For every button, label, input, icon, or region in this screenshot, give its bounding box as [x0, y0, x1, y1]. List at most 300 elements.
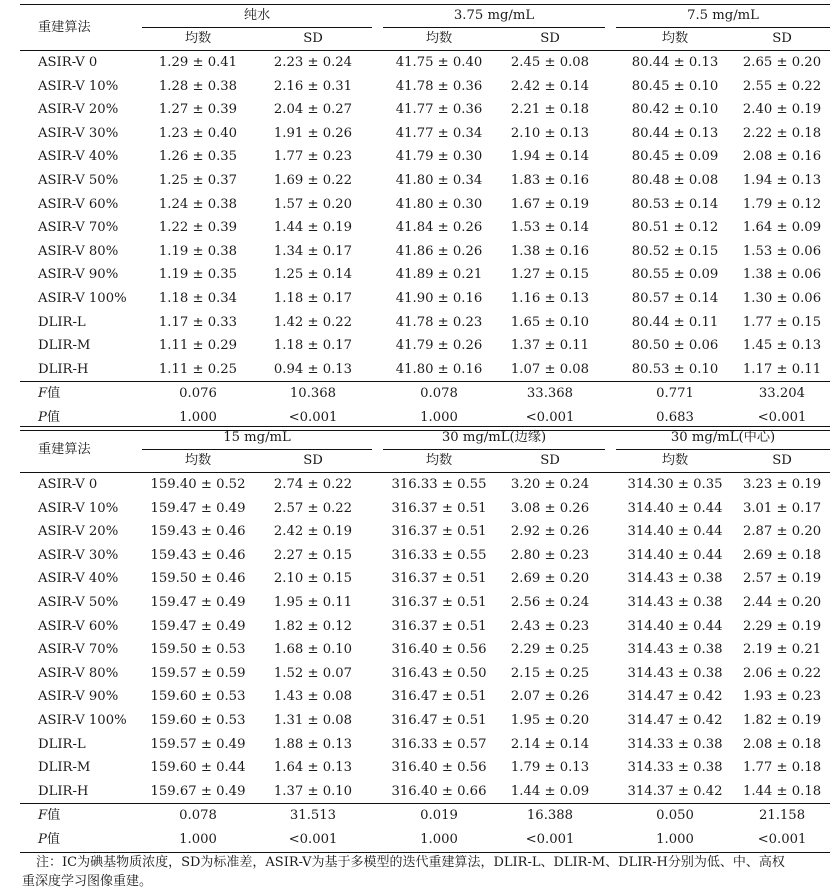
- table-cell: 316.33 ± 0.55: [391, 477, 487, 492]
- group-gap: [605, 358, 616, 382]
- table-cell: 314.30 ± 0.35: [627, 477, 723, 492]
- footnote-line-1: 注：IC为碘基物质浓度，SD为标准差，ASIR-V为基于多模型的迭代重建算法，DLIR-L、DLIR-M、DLIR-H分别为低、中、高权: [36, 855, 785, 870]
- table-cell: 80.45 ± 0.09: [631, 149, 719, 165]
- group-gap: [605, 591, 616, 615]
- table-cell: 316.33 ± 0.55: [391, 547, 487, 563]
- group-gap: [372, 804, 383, 828]
- table-cell: 314.43 ± 0.38: [627, 571, 723, 587]
- table-cell: 1.28 ± 0.38: [158, 78, 238, 94]
- table-cell: 1.69 ± 0.22: [273, 172, 353, 188]
- group-gap: [605, 497, 616, 521]
- stat-cell: 0.078: [383, 382, 495, 406]
- table-cell: 1.82 ± 0.19: [742, 712, 822, 728]
- table-cell: 314.43 ± 0.38: [627, 594, 723, 610]
- table-cell: 2.10 ± 0.15: [273, 571, 353, 587]
- table-row: [20, 662, 830, 686]
- table-cell: 1.38 ± 0.06: [742, 267, 822, 283]
- table-row: [20, 615, 830, 639]
- table-cell: 1.68 ± 0.10: [273, 642, 353, 658]
- row-label: ASIR-V 60%: [38, 618, 119, 634]
- table-cell: 2.74 ± 0.22: [273, 477, 353, 492]
- group-gap: [605, 662, 616, 686]
- table-cell: 80.50 ± 0.06: [631, 338, 719, 354]
- group-gap: [372, 591, 383, 615]
- row-label: ASIR-V 100%: [38, 712, 127, 728]
- group-gap: [605, 450, 616, 473]
- table-cell: 1.42 ± 0.22: [273, 314, 353, 330]
- group-gap: [372, 240, 383, 264]
- table-bottom: [20, 426, 830, 853]
- table-cell: 1.82 ± 0.12: [273, 618, 353, 634]
- table-row: [20, 473, 830, 497]
- stat-cell: 16.388: [495, 804, 605, 828]
- table-cell: 159.43 ± 0.46: [150, 547, 246, 563]
- table-cell: 2.56 ± 0.24: [510, 594, 590, 610]
- table-row: [20, 75, 830, 99]
- sub-header-sd: SD: [254, 450, 372, 473]
- table-cell: 314.33 ± 0.38: [627, 760, 723, 776]
- group-gap: [605, 263, 616, 287]
- table-cell: 1.95 ± 0.20: [510, 712, 590, 728]
- table-cell: 1.19 ± 0.35: [158, 267, 238, 283]
- stat-cell: 33.368: [495, 382, 605, 406]
- table-cell: 1.65 ± 0.10: [510, 314, 590, 330]
- table-cell: 2.42 ± 0.14: [510, 78, 590, 94]
- table-cell: 1.94 ± 0.13: [742, 172, 822, 188]
- table-cell: 314.33 ± 0.38: [627, 736, 723, 752]
- row-label: ASIR-V 60%: [38, 196, 119, 212]
- table-cell: 1.95 ± 0.11: [273, 594, 353, 610]
- group-gap: [372, 169, 383, 193]
- table-row: [20, 733, 830, 757]
- table-cell: 80.51 ± 0.12: [631, 220, 719, 236]
- table-cell: 2.43 ± 0.23: [510, 618, 590, 634]
- sub-header-mean: 均数: [142, 28, 254, 51]
- table-cell: 2.10 ± 0.13: [510, 125, 590, 141]
- stat-cell: 1.000: [142, 406, 254, 430]
- table-cell: 1.77 ± 0.18: [742, 760, 822, 776]
- table-row: [20, 544, 830, 568]
- table-cell: 2.15 ± 0.25: [510, 665, 590, 681]
- group-gap: [605, 193, 616, 217]
- table-cell: 316.47 ± 0.51: [391, 712, 487, 728]
- table-cell: 1.24 ± 0.38: [158, 196, 238, 212]
- table-cell: 2.27 ± 0.15: [273, 547, 353, 563]
- stat-cell: 33.204: [734, 382, 830, 406]
- sub-header-sd: SD: [734, 28, 830, 51]
- row-label: ASIR-V 20%: [38, 102, 119, 118]
- group-gap: [372, 311, 383, 335]
- row-label: ASIR-V 90%: [38, 267, 119, 283]
- table-cell: 1.27 ± 0.15: [510, 267, 590, 283]
- row-label: ASIR-V 70%: [38, 642, 119, 658]
- group-gap: [605, 615, 616, 639]
- group-gap: [372, 98, 383, 122]
- table-cell: 314.40 ± 0.44: [627, 547, 723, 563]
- table-cell: 2.45 ± 0.08: [510, 55, 590, 70]
- table-row: [20, 497, 830, 521]
- table-cell: 159.47 ± 0.49: [150, 500, 246, 516]
- group-gap: [372, 828, 383, 852]
- group-gap: [605, 216, 616, 240]
- table-cell: 2.44 ± 0.20: [742, 594, 822, 610]
- table-cell: 316.47 ± 0.51: [391, 689, 487, 705]
- stat-cell: <0.001: [734, 406, 830, 430]
- table-cell: 2.04 ± 0.27: [273, 102, 353, 118]
- table-row: [20, 240, 830, 264]
- table-cell: 1.29 ± 0.41: [158, 55, 238, 70]
- table-cell: 316.40 ± 0.56: [391, 760, 487, 776]
- table-cell: 1.26 ± 0.35: [158, 149, 238, 165]
- table-cell: 41.79 ± 0.30: [395, 149, 483, 165]
- stats-row: [20, 804, 830, 828]
- stat-cell: 0.683: [616, 406, 734, 430]
- table-cell: 159.40 ± 0.52: [150, 477, 246, 492]
- group-gap: [372, 520, 383, 544]
- table-cell: 316.37 ± 0.51: [391, 571, 487, 587]
- group-gap: [372, 216, 383, 240]
- sub-header-mean: 均数: [383, 28, 495, 51]
- group-gap: [605, 709, 616, 733]
- table-row: [20, 756, 830, 780]
- sub-header-sd: SD: [495, 28, 605, 51]
- group-gap: [372, 662, 383, 686]
- group-gap: [372, 733, 383, 757]
- table-cell: 316.40 ± 0.66: [391, 783, 487, 799]
- group-gap: [372, 263, 383, 287]
- group-gap: [605, 75, 616, 99]
- stat-cell: 1.000: [383, 828, 495, 852]
- header-row-sub: [20, 450, 830, 473]
- group-gap: [605, 28, 616, 51]
- stat-label: F值: [20, 804, 142, 828]
- group-gap: [372, 145, 383, 169]
- group-gap: [372, 334, 383, 358]
- stat-cell: 0.050: [616, 804, 734, 828]
- table-cell: 3.20 ± 0.24: [510, 477, 590, 492]
- header-row-groups: [20, 427, 830, 450]
- table-cell: 1.53 ± 0.14: [510, 220, 590, 236]
- table-cell: 316.37 ± 0.51: [391, 524, 487, 540]
- table-cell: 1.37 ± 0.10: [273, 783, 353, 799]
- stat-label: P值: [20, 828, 142, 852]
- table-cell: 1.11 ± 0.25: [158, 361, 238, 377]
- table-cell: 1.07 ± 0.08: [510, 361, 590, 377]
- table-cell: 1.27 ± 0.39: [158, 102, 238, 118]
- table-cell: 41.78 ± 0.23: [395, 314, 483, 330]
- table-row: [20, 216, 830, 240]
- table-cell: 316.43 ± 0.50: [391, 665, 487, 681]
- stat-cell: 0.078: [142, 804, 254, 828]
- table-cell: 159.57 ± 0.49: [150, 736, 246, 752]
- table-cell: 80.42 ± 0.10: [631, 102, 719, 118]
- sub-header-sd: SD: [254, 28, 372, 51]
- group-gap: [372, 287, 383, 311]
- table-cell: 2.69 ± 0.20: [510, 571, 590, 587]
- group-gap: [372, 780, 383, 804]
- table-cell: 1.23 ± 0.40: [158, 125, 238, 141]
- sub-header-mean: 均数: [616, 28, 734, 51]
- table-cell: 1.17 ± 0.11: [742, 361, 822, 377]
- table-row: [20, 334, 830, 358]
- group-gap: [605, 311, 616, 335]
- row-label: ASIR-V 70%: [38, 220, 119, 236]
- table-cell: 80.53 ± 0.10: [631, 361, 719, 377]
- row-label: ASIR-V 100%: [38, 290, 127, 306]
- table-cell: 80.53 ± 0.14: [631, 196, 719, 212]
- table-row: [20, 311, 830, 335]
- table-cell: 2.22 ± 0.18: [742, 125, 822, 141]
- table-cell: 80.52 ± 0.15: [631, 243, 719, 259]
- table-cell: 41.80 ± 0.30: [395, 196, 483, 212]
- table-cell: 159.50 ± 0.53: [150, 642, 246, 658]
- table-cell: 41.78 ± 0.36: [395, 78, 483, 94]
- row-label: DLIR-H: [38, 361, 89, 377]
- group-gap: [372, 685, 383, 709]
- table-cell: 0.94 ± 0.13: [273, 361, 353, 377]
- group-gap: [605, 427, 616, 450]
- stat-cell: 0.771: [616, 382, 734, 406]
- table-row: [20, 98, 830, 122]
- group-gap: [605, 780, 616, 804]
- stat-cell: 31.513: [254, 804, 372, 828]
- table-cell: 2.80 ± 0.23: [510, 547, 590, 563]
- table-cell: 316.37 ± 0.51: [391, 500, 487, 516]
- row-label: ASIR-V 30%: [38, 125, 119, 141]
- table-cell: 316.33 ± 0.57: [391, 736, 487, 752]
- row-label: ASIR-V 0: [38, 477, 98, 492]
- table-cell: 1.67 ± 0.19: [510, 196, 590, 212]
- table-cell: 1.94 ± 0.14: [510, 149, 590, 165]
- table-cell: 80.44 ± 0.13: [631, 55, 719, 70]
- table-cell: 2.55 ± 0.22: [742, 78, 822, 94]
- table-cell: 2.07 ± 0.26: [510, 689, 590, 705]
- group-gap: [605, 828, 616, 852]
- row-label: ASIR-V 0: [38, 55, 98, 70]
- table-cell: 159.57 ± 0.59: [150, 665, 246, 681]
- table-cell: 1.16 ± 0.13: [510, 290, 590, 306]
- row-label: ASIR-V 40%: [38, 149, 119, 165]
- table-cell: 159.47 ± 0.49: [150, 618, 246, 634]
- sub-header-sd: SD: [734, 450, 830, 473]
- table-cell: 1.93 ± 0.23: [742, 689, 822, 705]
- table-cell: 41.80 ± 0.16: [395, 361, 483, 377]
- table-cell: 3.08 ± 0.26: [510, 500, 590, 516]
- table-cell: 2.19 ± 0.21: [742, 642, 822, 658]
- row-label: ASIR-V 30%: [38, 547, 119, 563]
- stat-cell: <0.001: [495, 828, 605, 852]
- group-header: 7.5 mg/mL: [616, 5, 830, 28]
- table-cell: 316.40 ± 0.56: [391, 642, 487, 658]
- table-cell: 2.57 ± 0.19: [742, 571, 822, 587]
- group-header: 30 mg/mL(边缘): [383, 427, 605, 450]
- stat-cell: 0.019: [383, 804, 495, 828]
- table-cell: 2.08 ± 0.18: [742, 736, 822, 752]
- table-cell: 1.43 ± 0.08: [273, 689, 353, 705]
- group-gap: [372, 358, 383, 382]
- table-cell: 1.64 ± 0.13: [273, 760, 353, 776]
- group-gap: [372, 5, 383, 28]
- table-cell: 1.17 ± 0.33: [158, 314, 238, 330]
- group-gap: [372, 193, 383, 217]
- table-row: [20, 709, 830, 733]
- group-gap: [605, 804, 616, 828]
- group-gap: [605, 334, 616, 358]
- table-cell: 316.37 ± 0.51: [391, 594, 487, 610]
- group-gap: [372, 28, 383, 51]
- table-cell: 2.21 ± 0.18: [510, 102, 590, 118]
- table-row: [20, 685, 830, 709]
- group-gap: [605, 169, 616, 193]
- group-gap: [605, 733, 616, 757]
- group-gap: [372, 51, 383, 75]
- table-cell: 314.37 ± 0.42: [627, 783, 723, 799]
- group-gap: [372, 709, 383, 733]
- group-gap: [605, 685, 616, 709]
- table-cell: 2.23 ± 0.24: [273, 55, 353, 70]
- row-label: ASIR-V 80%: [38, 243, 119, 259]
- row-label: ASIR-V 50%: [38, 594, 119, 610]
- table-cell: 2.40 ± 0.19: [742, 102, 822, 118]
- table-cell: 3.01 ± 0.17: [742, 500, 822, 516]
- group-gap: [372, 473, 383, 497]
- table-cell: 1.52 ± 0.07: [273, 665, 353, 681]
- header-row-sub: [20, 28, 830, 51]
- table-cell: 1.91 ± 0.26: [273, 125, 353, 141]
- row-label: ASIR-V 10%: [38, 78, 119, 94]
- row-label: ASIR-V 10%: [38, 500, 119, 516]
- table-cell: 41.86 ± 0.26: [395, 243, 483, 259]
- table-cell: 159.43 ± 0.46: [150, 524, 246, 540]
- table-row: [20, 193, 830, 217]
- group-gap: [372, 450, 383, 473]
- sub-header-mean: 均数: [142, 450, 254, 473]
- group-gap: [372, 567, 383, 591]
- table-cell: 41.77 ± 0.36: [395, 102, 483, 118]
- row-label: ASIR-V 80%: [38, 665, 119, 681]
- group-gap: [372, 382, 383, 406]
- table-cell: 41.77 ± 0.34: [395, 125, 483, 141]
- group-gap: [372, 544, 383, 568]
- group-gap: [372, 638, 383, 662]
- footnote-line-2: 重深度学习图像重建。: [22, 874, 153, 889]
- table-cell: 1.44 ± 0.09: [510, 783, 590, 799]
- table-cell: 159.50 ± 0.46: [150, 571, 246, 587]
- stat-cell: <0.001: [254, 828, 372, 852]
- group-header: 15 mg/mL: [142, 427, 372, 450]
- group-gap: [605, 567, 616, 591]
- table-row: [20, 169, 830, 193]
- table-cell: 80.48 ± 0.08: [631, 172, 719, 188]
- table-cell: 1.44 ± 0.18: [742, 783, 822, 799]
- table-row: [20, 358, 830, 382]
- table-cell: 80.57 ± 0.14: [631, 290, 719, 306]
- stat-cell: 21.158: [734, 804, 830, 828]
- group-gap: [605, 145, 616, 169]
- group-header: 纯水: [142, 5, 372, 28]
- table-cell: 1.19 ± 0.38: [158, 243, 238, 259]
- stat-label: F值: [20, 382, 142, 406]
- row-label: DLIR-L: [38, 314, 86, 330]
- row-label: DLIR-M: [38, 338, 91, 354]
- stats-row: [20, 382, 830, 406]
- table-cell: 1.57 ± 0.20: [273, 196, 353, 212]
- stat-cell: 1.000: [616, 828, 734, 852]
- table-cell: 1.77 ± 0.23: [273, 149, 353, 165]
- table-row: [20, 263, 830, 287]
- table-cell: 41.80 ± 0.34: [395, 172, 483, 188]
- table-row: [20, 122, 830, 146]
- sub-header-mean: 均数: [383, 450, 495, 473]
- table-cell: 1.30 ± 0.06: [742, 290, 822, 306]
- group-gap: [605, 382, 616, 406]
- row-label: ASIR-V 40%: [38, 571, 119, 587]
- group-gap: [605, 544, 616, 568]
- group-gap: [372, 756, 383, 780]
- table-cell: 41.90 ± 0.16: [395, 290, 483, 306]
- table-cell: 1.34 ± 0.17: [273, 243, 353, 259]
- table-cell: 2.87 ± 0.20: [742, 524, 822, 540]
- table-top: [20, 4, 830, 431]
- table-cell: 80.55 ± 0.09: [631, 267, 719, 283]
- table-cell: 2.42 ± 0.19: [273, 524, 353, 540]
- table-cell: 1.88 ± 0.13: [273, 736, 353, 752]
- table-cell: 41.75 ± 0.40: [395, 55, 483, 70]
- stat-cell: 1.000: [142, 828, 254, 852]
- table-cell: 41.84 ± 0.26: [395, 220, 483, 236]
- table-cell: 80.44 ± 0.13: [631, 125, 719, 141]
- stat-cell: <0.001: [254, 406, 372, 430]
- table-cell: 2.16 ± 0.31: [273, 78, 353, 94]
- table-cell: 314.43 ± 0.38: [627, 642, 723, 658]
- sub-header-mean: 均数: [616, 450, 734, 473]
- table-cell: 1.83 ± 0.16: [510, 172, 590, 188]
- table-cell: 159.60 ± 0.53: [150, 712, 246, 728]
- table-cell: 1.22 ± 0.39: [158, 220, 238, 236]
- group-gap: [605, 51, 616, 75]
- table-cell: 159.60 ± 0.44: [150, 760, 246, 776]
- group-gap: [605, 122, 616, 146]
- group-gap: [605, 520, 616, 544]
- group-gap: [605, 5, 616, 28]
- stat-label: P值: [20, 406, 142, 430]
- table-cell: 314.40 ± 0.44: [627, 618, 723, 634]
- row-label: ASIR-V 90%: [38, 689, 119, 705]
- table-cell: 3.23 ± 0.19: [742, 477, 822, 492]
- stat-cell: <0.001: [734, 828, 830, 852]
- table-cell: 2.29 ± 0.25: [510, 642, 590, 658]
- group-gap: [605, 287, 616, 311]
- table-cell: 2.69 ± 0.18: [742, 547, 822, 563]
- row-label: DLIR-L: [38, 736, 86, 752]
- table-cell: 159.67 ± 0.49: [150, 783, 246, 799]
- table-cell: 1.37 ± 0.11: [510, 338, 590, 354]
- table-cell: 2.29 ± 0.19: [742, 618, 822, 634]
- table-footnote: [22, 853, 822, 891]
- stat-cell: 10.368: [254, 382, 372, 406]
- table-cell: 1.38 ± 0.16: [510, 243, 590, 259]
- table-cell: 2.57 ± 0.22: [273, 500, 353, 516]
- table-cell: 2.14 ± 0.14: [510, 736, 590, 752]
- table-cell: 1.25 ± 0.14: [273, 267, 353, 283]
- table-cell: 1.53 ± 0.06: [742, 243, 822, 259]
- table-cell: 1.11 ± 0.29: [158, 338, 238, 354]
- table-cell: 159.60 ± 0.53: [150, 689, 246, 705]
- table-cell: 314.40 ± 0.44: [627, 500, 723, 516]
- table-cell: 1.25 ± 0.37: [158, 172, 238, 188]
- group-gap: [372, 122, 383, 146]
- sub-header-sd: SD: [495, 450, 605, 473]
